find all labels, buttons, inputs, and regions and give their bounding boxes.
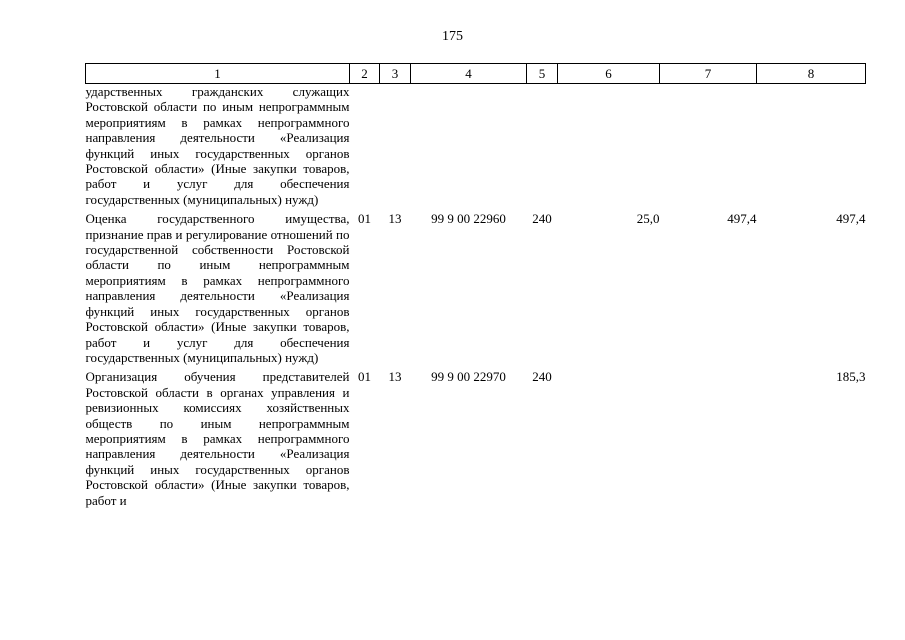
row-target-article	[411, 84, 527, 212]
header-col-3: 3	[380, 64, 411, 84]
row-section	[350, 84, 380, 212]
row-expense-type: 240	[532, 211, 552, 227]
table-row	[86, 84, 866, 212]
header-row	[86, 64, 866, 84]
header-col-5: 5	[527, 64, 558, 84]
row-amount-1	[558, 369, 660, 512]
header-col-8: 8	[757, 64, 866, 84]
row-amount-1	[558, 84, 660, 212]
row-description: Оценка государственного имущества, признание прав и регулирование отношений по государственной собственности Ростовской области по иным непрограммным мероприятиям в рамках непрограммного направления деятельности «Реализация функций иных государственных органов Ростовской области» (Иные закупки товаров, работ и услуг для обеспечения государственных (муниципальных) нужд)	[85, 211, 350, 365]
row-amount-1: 25,0	[636, 211, 660, 227]
row-expense-type	[527, 84, 558, 212]
header-col-2: 2	[350, 64, 380, 84]
row-amount-2	[660, 84, 757, 212]
row-description: ударственных гражданских служащих Ростовской области по иным непрограммным мероприятиям в рамках непрограммного направления деятельности «Реализация функций иных государственных органов Ростовской области» (Иные закупки товаров, работ и услуг для обеспечения государственных (муниципальных) нужд)	[85, 84, 350, 207]
row-amount-3	[757, 84, 866, 212]
header-col-1: 1	[86, 64, 350, 84]
row-section: 01	[358, 211, 371, 227]
header-col-6: 6	[558, 64, 660, 84]
header-col-7: 7	[660, 64, 757, 84]
row-subsection	[380, 84, 411, 212]
row-expense-type: 240	[532, 369, 552, 385]
row-subsection: 13	[388, 369, 402, 385]
row-section: 01	[358, 369, 371, 385]
row-subsection: 13	[388, 211, 402, 227]
budget-table	[85, 63, 866, 512]
page-number: 175	[442, 29, 463, 44]
table-row	[86, 369, 866, 512]
row-amount-3: 497,4	[836, 211, 866, 227]
header-col-4: 4	[411, 64, 527, 84]
row-amount-2	[660, 369, 757, 512]
table-row	[86, 211, 866, 369]
row-target-article: 99 9 00 22960	[431, 211, 506, 227]
row-description: Организация обучения представителей Ростовской области в органах управления и ревизионных комиссиях хозяйственных обществ по иным непрограммным мероприятиям в рамках непрограммного направления деятельности «Реализация функций иных государственных органов Ростовской области» (Иные закупки товаров, работ и	[85, 369, 350, 508]
row-amount-2: 497,4	[727, 211, 757, 227]
table-header	[86, 64, 866, 84]
row-target-article: 99 9 00 22970	[431, 369, 506, 385]
row-amount-3: 185,3	[836, 369, 866, 385]
